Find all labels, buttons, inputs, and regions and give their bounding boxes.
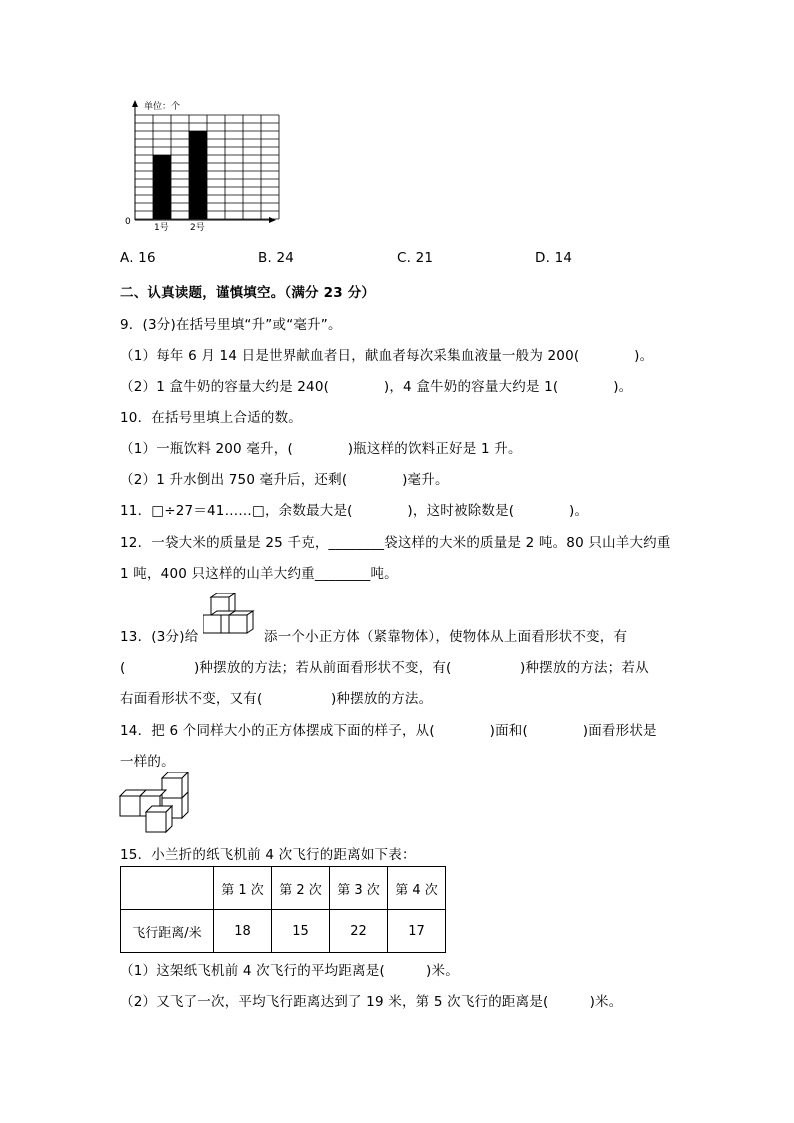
chart-bars: [153, 131, 207, 219]
q13-line1a: 13．(3分)给: [120, 629, 199, 645]
q9-line2: （2）1 盒牛奶的容量大约是 240( )，4 盒牛奶的容量大约是 1( )。: [120, 379, 633, 395]
q9-line1: （1）每年 6 月 14 日是世界献血者日，献血者每次采集血液量一般为 200( )。: [120, 348, 654, 364]
table-cell: 18: [214, 910, 272, 953]
table-header-cell: 第 3 次: [330, 867, 388, 910]
table-row: [121, 910, 446, 953]
table-header-cell: 第 1 次: [214, 867, 272, 910]
cube-figure-q14: [118, 772, 190, 834]
q12-line1: 12．一袋大米的质量是 25 千克，________袋这样的大米的质量是 2 吨。80 只山羊大约重: [120, 535, 671, 551]
bar-1: [153, 155, 171, 219]
unit-label: 单位：个: [144, 102, 181, 112]
table-cell: 15: [272, 910, 330, 953]
option-b[interactable]: B. 24: [258, 250, 295, 266]
q10-line1: （1）一瓶饮料 200 毫升，( )瓶这样的饮料正好是 1 升。: [120, 441, 522, 457]
q14-line1: 14．把 6 个同样大小的正方体摆成下面的样子，从( )面和( )面看形状是: [120, 723, 657, 739]
bar-2: [189, 131, 207, 219]
q9-stem: 9．(3分)在括号里填“升”或“毫升”。: [120, 317, 342, 333]
table-cell: 22: [330, 910, 388, 953]
q13-line1b: 添一个小正方体（紧靠物体），使物体从上面看形状不变，有: [264, 629, 628, 645]
q10-stem: 10．在括号里填上合适的数。: [120, 410, 302, 426]
option-c[interactable]: C. 21: [397, 250, 434, 266]
x-axis-arrow: [269, 217, 276, 223]
y-axis-arrow: [132, 100, 138, 107]
table-header-cell: 第 4 次: [388, 867, 446, 910]
q11-text: 11．□÷27＝41……□，余数最大是( )，这时被除数是( )。: [120, 503, 589, 519]
section-title: 二、认真读题，谨慎填空。（满分 23 分）: [120, 285, 376, 301]
table-header-row: [121, 867, 446, 910]
q15-stem: 15．小兰折的纸飞机前 4 次飞行的距离如下表：: [120, 847, 416, 863]
q13-line3: 右面看形状不变，又有( )种摆放的方法。: [120, 691, 433, 707]
cube-figure-q13: [203, 593, 265, 635]
option-a[interactable]: A. 16: [120, 250, 156, 266]
tick-label-1: 1号: [154, 223, 169, 233]
q15-line2: （2）又飞了一次，平均飞行距离达到了 19 米，第 5 次飞行的距离是( )米。: [120, 994, 623, 1010]
tick-label-2: 2号: [190, 223, 205, 233]
q10-line2: （2）1 升水倒出 750 毫升后，还剩( )毫升。: [120, 472, 449, 488]
table-header-cell: [121, 867, 214, 910]
bar-chart: [115, 95, 285, 240]
option-d[interactable]: D. 14: [535, 250, 573, 266]
origin-label: 0: [125, 217, 131, 227]
q12-line2: 1 吨，400 只这样的山羊大约重________吨。: [120, 566, 398, 582]
q13-line2: ( )种摆放的方法；若从前面看形状不变，有( )种摆放的方法；若从: [120, 660, 649, 676]
table-cell: 17: [388, 910, 446, 953]
table-header-cell: 第 2 次: [272, 867, 330, 910]
q14-line2: 一样的。: [120, 754, 175, 770]
distance-table: [120, 866, 446, 953]
q15-line1: （1）这架纸飞机前 4 次飞行的平均距离是( )米。: [120, 963, 459, 979]
table-row-label: 飞行距离/米: [121, 910, 214, 953]
